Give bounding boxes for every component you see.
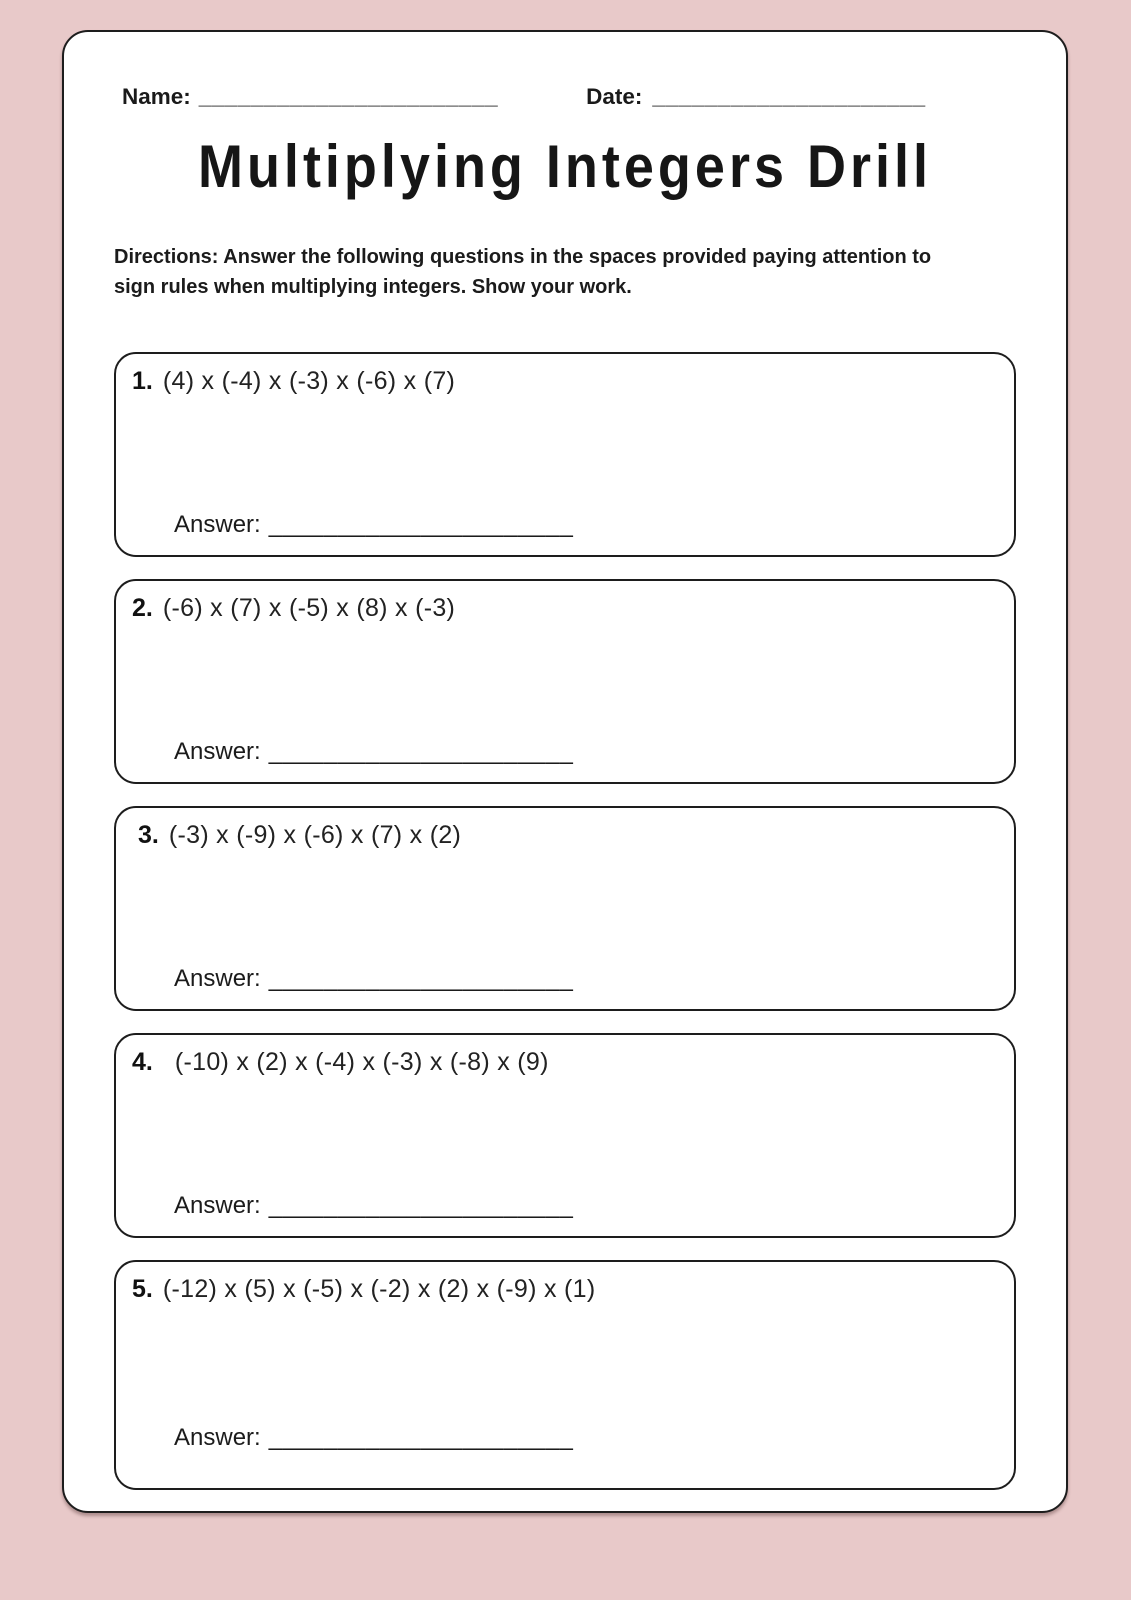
- worksheet-card: [62, 30, 1068, 1513]
- answer-blank-field[interactable]: ______________________: [268, 738, 574, 765]
- name-label: Name:: [122, 84, 191, 109]
- problem-box-5: [114, 1260, 1016, 1490]
- answer-label: Answer:: [174, 511, 261, 538]
- problem-box-4: [114, 1033, 1016, 1238]
- answer-label: Answer:: [174, 965, 261, 992]
- problems-list: [114, 352, 1016, 1490]
- problem-statement: [132, 821, 998, 850]
- problem-box-1: [114, 352, 1016, 557]
- answer-blank-field[interactable]: ______________________: [268, 965, 574, 992]
- name-blank-field[interactable]: _______________________: [198, 84, 499, 109]
- problem-number: 5.: [132, 1275, 153, 1303]
- problem-statement: [132, 367, 998, 396]
- answer-line: [174, 1424, 573, 1452]
- answer-line: [174, 965, 573, 993]
- directions-text: Directions: Answer the following questions in the spaces provided paying attention to sign rules when multiplying integers. Show your work.: [114, 246, 932, 298]
- answer-line: [174, 511, 573, 539]
- problem-number: 1.: [132, 367, 153, 395]
- date-label: Date:: [586, 84, 643, 109]
- problem-statement: [132, 594, 998, 623]
- problem-expression: (-12) x (5) x (-5) x (-2) x (2) x (-9) x (1): [162, 1275, 596, 1303]
- answer-blank-field[interactable]: ______________________: [268, 1192, 574, 1219]
- problem-expression: (-10) x (2) x (-4) x (-3) x (-8) x (9): [174, 1048, 549, 1076]
- problem-box-3: [114, 806, 1016, 1011]
- answer-line: [174, 1192, 573, 1220]
- problem-expression: (4) x (-4) x (-3) x (-6) x (7): [162, 367, 456, 395]
- problem-number: 4.: [132, 1048, 153, 1076]
- date-group: [586, 84, 926, 110]
- problem-statement: [132, 1275, 998, 1304]
- answer-label: Answer:: [174, 1424, 261, 1451]
- answer-blank-field[interactable]: ______________________: [268, 511, 574, 538]
- answer-label: Answer:: [174, 1192, 261, 1219]
- problem-box-2: [114, 579, 1016, 784]
- problem-number: 3.: [138, 821, 159, 849]
- title-wrap: [114, 133, 1016, 201]
- answer-label: Answer:: [174, 738, 261, 765]
- problem-number: 2.: [132, 594, 153, 622]
- problem-expression: (-3) x (-9) x (-6) x (7) x (2): [168, 821, 462, 849]
- date-blank-field[interactable]: _____________________: [652, 84, 926, 109]
- header-row: [114, 84, 1016, 110]
- answer-blank-field[interactable]: ______________________: [268, 1424, 574, 1451]
- problem-statement: [132, 1048, 998, 1077]
- page-title: Multiplying Integers Drill: [197, 133, 933, 201]
- answer-line: [174, 738, 573, 766]
- worksheet-content: [64, 84, 1066, 1490]
- problem-expression: (-6) x (7) x (-5) x (8) x (-3): [162, 594, 456, 622]
